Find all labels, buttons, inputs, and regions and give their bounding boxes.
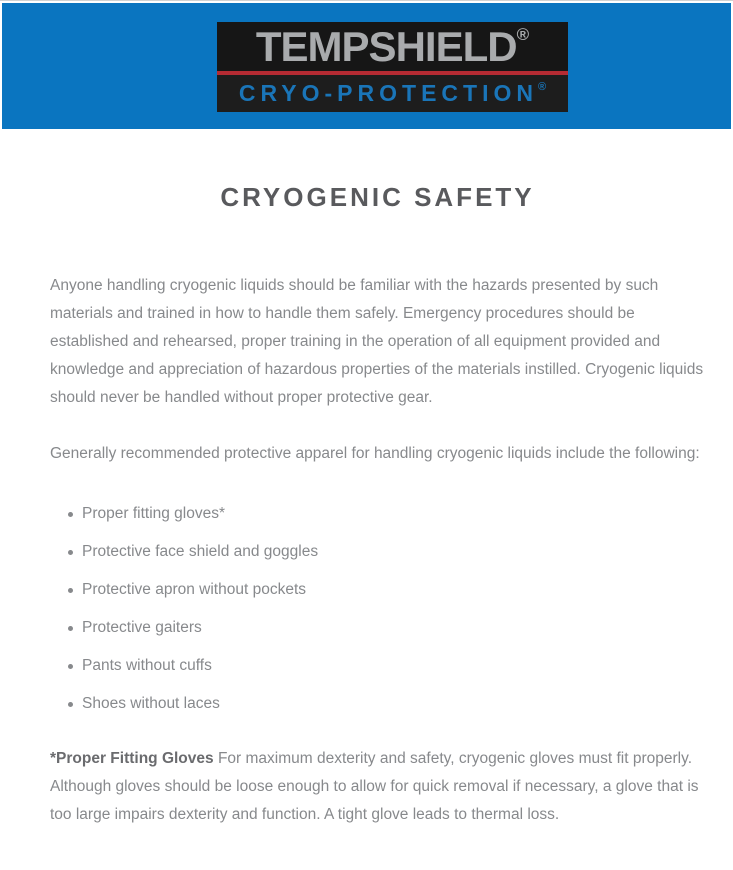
footnote-body: For maximum dexterity and safety, cryogenic gloves must fit properly. Although gloves should be loose enough to allow for quick removal if necessary, a glove that is too large impairs dexterity and function. A tight glove leads to thermal loss. — [50, 750, 699, 823]
logo-tagline-row — [217, 75, 568, 112]
tempshield-logo — [217, 22, 568, 112]
list-item: Proper fitting gloves* — [50, 500, 705, 528]
page-title: CRYOGENIC SAFETY — [220, 182, 535, 212]
registered-trademark-icon: ® — [516, 25, 530, 44]
logo-tagline-text: CRYO-PROTECTION — [238, 80, 538, 106]
intro-paragraph: Anyone handling cryogenic liquids should be familiar with the hazards presented by such materials and trained in how to handle them safely. Emergency procedures should be established and rehearsed, proper training in the operation of all equipment provided and knowledge and appreciation of hazardous properties of the materials instilled. Cryogenic liquids should never be handled without proper protective gear. — [50, 277, 704, 406]
list-item: Protective apron without pockets — [50, 576, 705, 604]
protective-apparel-list — [50, 500, 705, 718]
logo-brand-row — [217, 22, 568, 71]
list-item: Protective face shield and goggles — [50, 538, 705, 566]
footnote-lead: *Proper Fitting Gloves — [50, 750, 214, 767]
logo-brand-text: TEMPSHIELD — [255, 22, 517, 70]
registered-trademark-icon: ® — [537, 81, 547, 93]
lead-in-paragraph: Generally recommended protective apparel for handling cryogenic liquids include the following: — [50, 445, 700, 462]
footnote-paragraph — [50, 745, 705, 829]
header-band — [2, 3, 731, 129]
list-item: Shoes without laces — [50, 690, 705, 718]
list-item: Pants without cuffs — [50, 652, 705, 680]
article-content — [0, 184, 733, 829]
list-item: Protective gaiters — [50, 614, 705, 642]
